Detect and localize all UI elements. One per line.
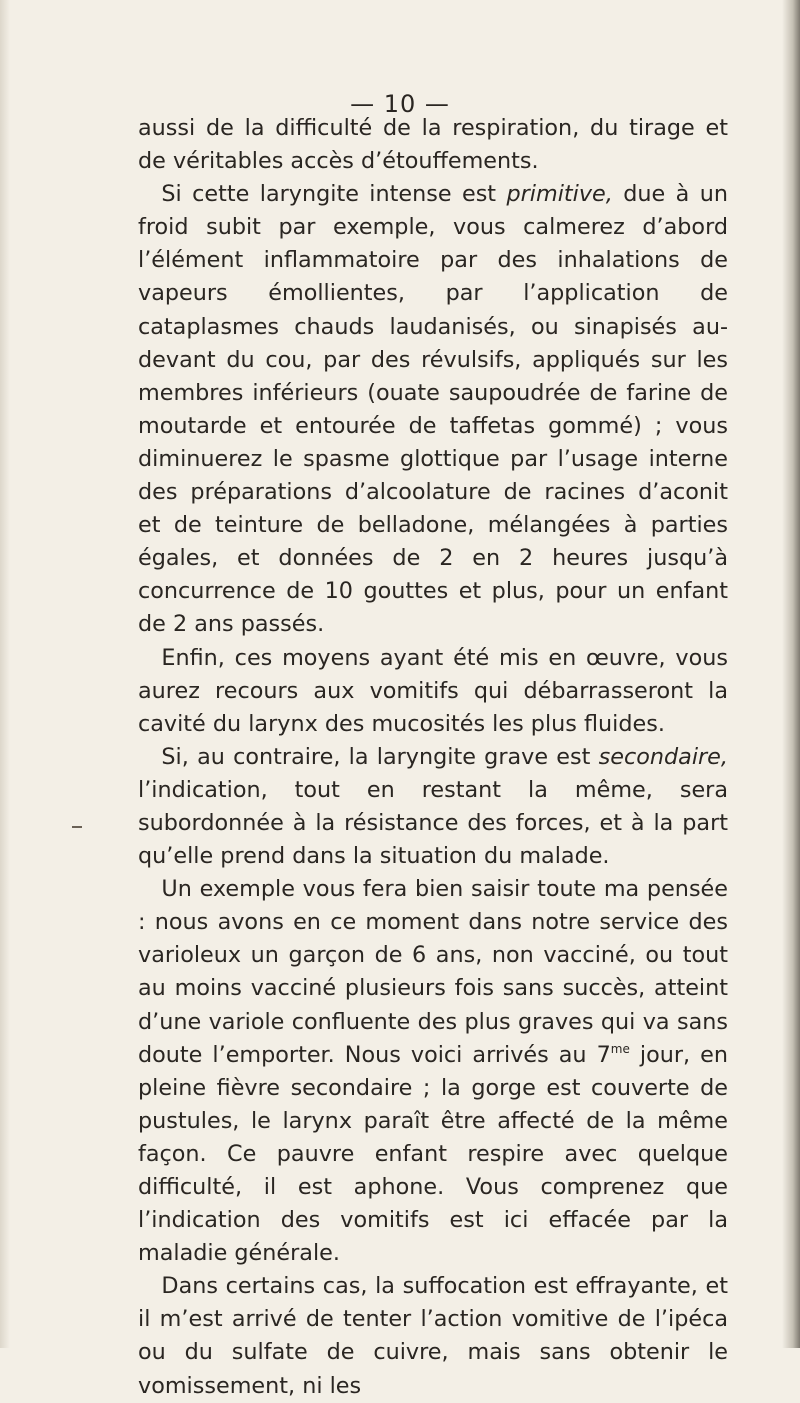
paragraph-6 [138, 1270, 728, 1402]
paragraph-5 [138, 873, 728, 1270]
paragraph-2 [138, 178, 728, 641]
page-left-shadow [0, 0, 10, 1348]
paragraph-4 [138, 741, 728, 873]
italic-text: primitive, [506, 181, 613, 208]
superscript-text: me [610, 1041, 630, 1056]
text-run: Dans certains cas, la suffocation est effrayante, et il m’est arrivé de tenter l’action vomitive de l’ipéca ou du sulfate de cuivre, mais sans obtenir le vomissement, ni les [138, 1273, 728, 1399]
text-run: l’indication, tout en restant la même, sera subordonnée à la résistance des forces, et à la part qu’elle prend dans la situation du malade. [138, 776, 728, 870]
paragraph-1 [138, 112, 728, 178]
paragraph-3 [138, 642, 728, 741]
margin-mark [72, 826, 82, 828]
text-run: Si cette laryngite intense est [161, 181, 507, 208]
text-run: Un exemple vous fera bien saisir toute ma pensée : nous avons en ce moment dans notre service des varioleux un garçon de 6 ans, non vacciné, ou tout au moins vacciné plusieurs fois sans succès, atteint d’une variole confluente des plus graves qui va sans doute l’emporter. Nous voici arrivés au 7 [138, 876, 728, 1068]
text-run: Enfin, ces moyens ayant été mis en œuvre, vous aurez recours aux vomitifs qui débarrasseront la cavité du larynx des mucosités les plus fluides. [138, 644, 728, 737]
page-body-text [138, 112, 728, 1403]
text-run: due à un froid subit par exemple, vous calmerez d’abord l’élément inflammatoire par des inhalations de vapeurs émollientes, par l’application de cataplasmes chauds laudanisés, ou sinapisés au-devant du cou, par des révulsifs, appliqués sur les membres inférieurs (ouate saupoudrée de farine de moutarde et entourée de taffetas gommé) ; vous diminuerez le spasme glottique par l’usage interne des préparations d’alcoolature de racines d’aconit et de teinture de belladone, mélangées à parties égales, et données de 2 en 2 heures jusqu’à concurrence de 10 gouttes et plus, pour un enfant de 2 ans passés. [138, 181, 728, 638]
text-run: aussi de la difficulté de la respiration, du tirage et de véritables accès d’étouffements. [138, 115, 728, 175]
text-run: jour, en pleine fièvre secondaire ; la gorge est couverte de pustules, le larynx paraît être affecté de la même façon. Ce pauvre enfant respire avec quelque difficulté, il est aphone. Vous comprenez que l’indication des vomitifs est ici effacée par la maladie générale. [138, 1041, 728, 1267]
text-run: Si, au contraire, la laryngite grave est [161, 743, 599, 770]
page-number: — 10 — [350, 90, 450, 118]
italic-text: secondaire, [598, 743, 728, 770]
page-binding-shadow [782, 0, 800, 1348]
